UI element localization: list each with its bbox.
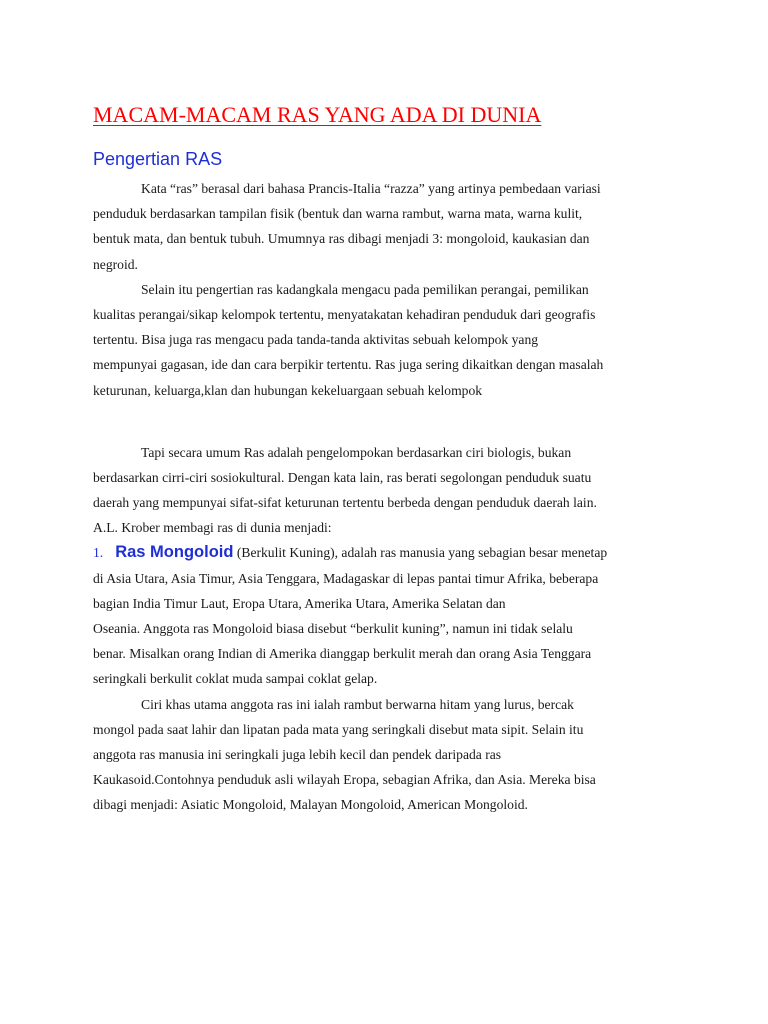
text-line: berdasarkan cirri-ciri sosiokultural. Dengan kata lain, ras berati segolongan penduduk suatu bbox=[93, 469, 592, 485]
text-line: bagian India Timur Laut, Eropa Utara, Amerika Utara, Amerika Selatan dan bbox=[93, 595, 506, 611]
text-line: A.L. Krober membagi ras di dunia menjadi: bbox=[93, 520, 332, 536]
text-line: kualitas perangai/sikap kelompok tertentu, menyatakatan kehadiran penduduk dari geografis bbox=[93, 306, 596, 322]
text-line: benar. Misalkan orang Indian di Amerika dianggap berkulit merah dan orang Asia Tenggara bbox=[93, 646, 592, 662]
ras-name-heading: Ras Mongoloid bbox=[115, 543, 234, 562]
text-line: daerah yang mempunyai sifat-sifat keturunan tertentu berbeda dengan penduduk daerah lain. bbox=[93, 495, 597, 511]
text-line: Ciri khas utama anggota ras ini ialah rambut berwarna hitam yang lurus, bercak bbox=[141, 696, 574, 712]
text-line: tertentu. Bisa juga ras mengacu pada tanda-tanda aktivitas sebuah kelompok yang bbox=[93, 332, 539, 348]
text-line: penduduk berdasarkan tampilan fisik (bentuk dan warna rambut, warna mata, warna kulit, bbox=[93, 206, 583, 222]
text-line: Kata “ras” berasal dari bahasa Prancis-Italia “razza” yang artinya pembedaan variasi bbox=[141, 181, 601, 196]
text-line: dibagi menjadi: Asiatic Mongoloid, Malayan Mongoloid, American Mongoloid. bbox=[93, 797, 528, 813]
text-line: Selain itu pengertian ras kadangkala mengacu pada pemilikan perangai, pemilikan bbox=[141, 281, 589, 297]
text-line: mempunyai gagasan, ide dan cara berpikir tertentu. Ras juga sering dikaitkan dengan masalah bbox=[93, 357, 604, 373]
text-line: negroid. bbox=[93, 256, 138, 272]
text-run: (Berkulit Kuning), adalah ras manusia yang sebagian besar menetap bbox=[233, 545, 608, 561]
text-line: Kaukasoid.Contohnya penduduk asli wilayah Eropa, sebagian Afrika, dan Asia. Mereka bisa bbox=[93, 772, 596, 788]
section-heading: Pengertian RAS bbox=[93, 149, 223, 169]
document-body bbox=[93, 176, 683, 818]
text-line: anggota ras manusia ini seringkali juga lebih kecil dan pendek daripada ras bbox=[93, 746, 502, 762]
text-line: bentuk mata, dan bentuk tubuh. Umumnya ras dibagi menjadi 3: mongoloid, kaukasian dan bbox=[93, 231, 590, 247]
list-number: 1. bbox=[93, 545, 104, 561]
text-line: Oseania. Anggota ras Mongoloid biasa disebut “berkulit kuning”, namun ini tidak selalu bbox=[93, 621, 573, 636]
text-line: di Asia Utara, Asia Timur, Asia Tenggara, Madagaskar di lepas pantai timur Afrika, beberapa bbox=[93, 570, 599, 586]
paragraph-gap bbox=[93, 403, 683, 440]
text-line: seringkali berkulit coklat muda sampai coklat gelap. bbox=[93, 671, 378, 687]
list-item-ras-mongoloid bbox=[93, 540, 683, 565]
text-line: mongol pada saat lahir dan lipatan pada mata yang seringkali disebut mata sipit. Selain itu bbox=[93, 721, 584, 737]
document-title: MACAM-MACAM RAS YANG ADA DI DUNIA bbox=[93, 102, 542, 127]
text-line: keturunan, keluarga,klan dan hubungan kekeluargaan sebuah kelompok bbox=[93, 382, 483, 398]
text-line: Tapi secara umum Ras adalah pengelompokan berdasarkan ciri biologis, bukan bbox=[141, 444, 572, 460]
